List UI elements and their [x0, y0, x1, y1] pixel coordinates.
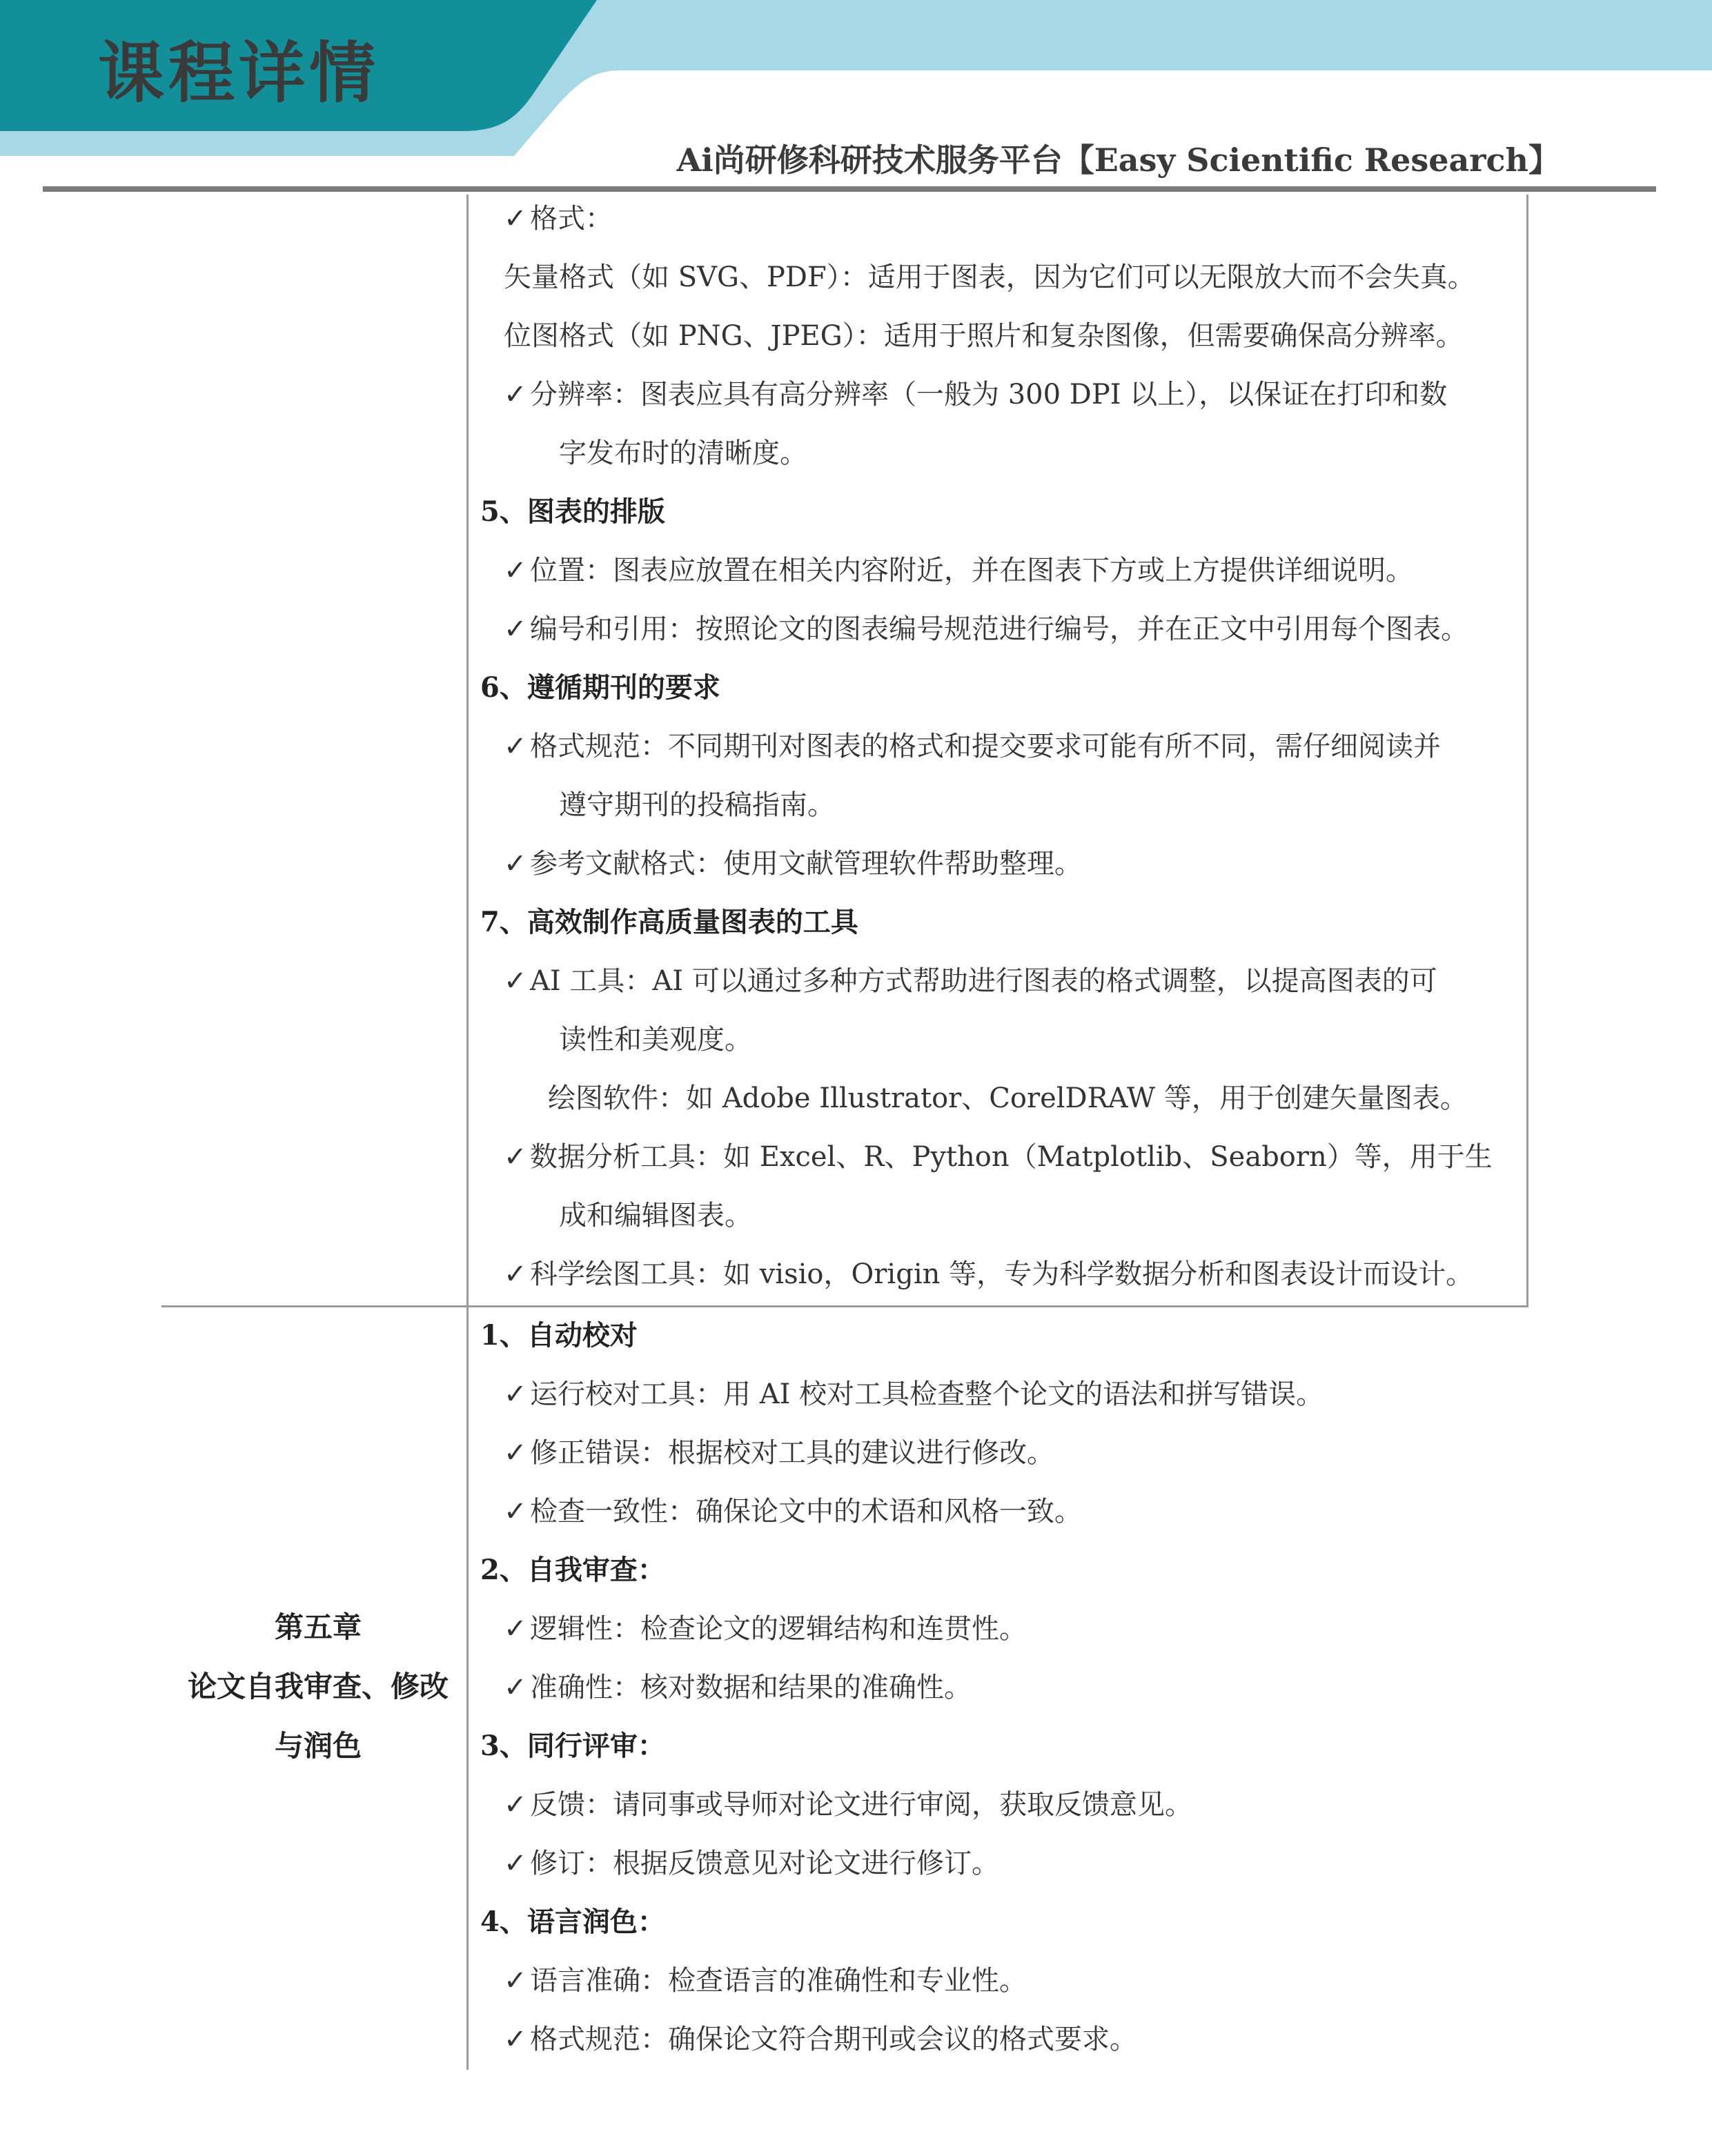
list-item-text: 6、遵循期刊的要求	[480, 671, 720, 704]
chapter-title-line2: 与润色	[274, 1729, 362, 1763]
list-item-text: 1、自动校对	[480, 1319, 638, 1352]
list-item	[504, 726, 1441, 767]
list-item	[504, 315, 1464, 357]
platform-name: Ai尚研修科研技术服务平台【Easy Scientific Research】	[676, 141, 1560, 179]
list-item-text: 修订：根据反馈意见对论文进行修订。	[530, 1848, 999, 1879]
list-item	[504, 374, 1447, 415]
table-row-divider	[161, 1305, 1528, 1307]
list-item	[504, 1136, 1493, 1178]
checkmark-icon: ✓	[504, 379, 527, 411]
list-item-text: 格式规范：确保论文符合期刊或会议的格式要求。	[530, 2024, 1137, 2055]
list-item-text: 位图格式（如 PNG、JPEG）：适用于照片和复杂图像，但需要确保高分辨率。	[504, 320, 1464, 352]
list-item-text: 矢量格式（如 SVG、PDF）：适用于图表，因为它们可以无限放大而不会失真。	[504, 261, 1475, 293]
table-right-border	[1526, 195, 1528, 1307]
list-item-text: 字发布时的清晰度。	[559, 437, 807, 469]
list-item	[504, 257, 1475, 298]
chapter-title-line1: 论文自我审查、修改	[187, 1670, 449, 1703]
list-item-text: AI 工具：AI 可以通过多种方式帮助进行图表的格式调整，以提高图表的可	[530, 965, 1437, 997]
list-item	[559, 433, 807, 474]
list-item-text: 3、同行评审：	[480, 1730, 665, 1762]
chapter-number: 第五章	[274, 1610, 362, 1644]
list-item	[504, 1374, 1324, 1415]
list-item-text: 检查一致性：确保论文中的术语和风格一致。	[530, 1496, 1082, 1527]
list-item-text: 逻辑性：检查论文的逻辑结构和连贯性。	[530, 1613, 1027, 1645]
section-heading	[480, 667, 720, 709]
list-item-text: 7、高效制作高质量图表的工具	[480, 906, 858, 938]
header-divider	[43, 186, 1656, 192]
table-column-divider	[466, 195, 469, 2070]
checkmark-icon: ✓	[504, 1789, 527, 1821]
section-heading	[480, 1725, 665, 1767]
checkmark-icon: ✓	[504, 1437, 527, 1469]
list-item-text: 绘图软件：如 Adobe Illustrator、CorelDRAW 等，用于创建矢量图表。	[548, 1082, 1468, 1114]
list-item	[504, 1960, 1027, 2001]
checkmark-icon: ✓	[504, 1848, 527, 1879]
checkmark-icon: ✓	[504, 203, 527, 235]
list-item-text: 读性和美观度。	[559, 1024, 752, 1056]
list-item	[504, 1667, 972, 1708]
list-item-text: 参考文献格式：使用文献管理软件帮助整理。	[530, 848, 1082, 880]
list-item	[504, 1843, 999, 1884]
list-item-text: 5、图表的排版	[480, 495, 665, 528]
list-item	[504, 1254, 1473, 1295]
checkmark-icon: ✓	[504, 1965, 527, 1997]
list-item	[559, 1195, 752, 1236]
checkmark-icon: ✓	[504, 848, 527, 880]
list-item-text: 分辨率：图表应具有高分辨率（一般为 300 DPI 以上），以保证在打印和数	[530, 379, 1448, 411]
checkmark-icon: ✓	[504, 965, 527, 997]
list-item-text: 编号和引用：按照论文的图表编号规范进行编号，并在正文中引用每个图表。	[530, 613, 1468, 645]
checkmark-icon: ✓	[504, 1672, 527, 1703]
checkmark-icon: ✓	[504, 1496, 527, 1527]
list-item-text: 格式规范：不同期刊对图表的格式和提交要求可能有所不同，需仔细阅读并	[530, 731, 1441, 762]
checkmark-icon: ✓	[504, 1141, 527, 1173]
section-heading	[480, 902, 858, 943]
list-item-text: 格式：	[530, 203, 613, 235]
section-heading	[480, 1901, 665, 1943]
checkmark-icon: ✓	[504, 1258, 527, 1290]
checkmark-icon: ✓	[504, 1613, 527, 1645]
list-item	[559, 1019, 752, 1060]
list-item	[504, 1784, 1192, 1826]
list-item	[504, 843, 1082, 884]
chapter-label	[163, 1598, 473, 1776]
list-item	[504, 609, 1468, 650]
list-item-text: 数据分析工具：如 Excel、R、Python（Matplotlib、Seaborn）等，用于生	[530, 1141, 1493, 1173]
checkmark-icon: ✓	[504, 555, 527, 586]
checkmark-icon: ✓	[504, 1378, 527, 1410]
list-item-text: 修正错误：根据校对工具的建议进行修改。	[530, 1437, 1054, 1469]
list-item-text: 运行校对工具：用 AI 校对工具检查整个论文的语法和拼写错误。	[530, 1378, 1324, 1410]
list-item-text: 反馈：请同事或导师对论文进行审阅，获取反馈意见。	[530, 1789, 1192, 1821]
list-item	[504, 198, 613, 239]
list-item	[504, 2019, 1137, 2060]
list-item-text: 位置：图表应放置在相关内容附近，并在图表下方或上方提供详细说明。	[530, 555, 1413, 586]
page-title: 课程详情	[98, 34, 380, 112]
list-item	[548, 1078, 1468, 1119]
list-item-text: 2、自我审查：	[480, 1554, 665, 1586]
list-item	[504, 960, 1437, 1002]
checkmark-icon: ✓	[504, 613, 527, 645]
list-item-text: 遵守期刊的投稿指南。	[559, 789, 835, 821]
section-heading	[480, 1315, 638, 1356]
section-heading	[480, 491, 665, 533]
list-item	[504, 550, 1413, 591]
list-item	[559, 784, 835, 826]
list-item-text: 科学绘图工具：如 visio，Origin 等，专为科学数据分析和图表设计而设计。	[530, 1258, 1474, 1290]
list-item	[504, 1608, 1027, 1650]
list-item-text: 4、语言润色：	[480, 1906, 665, 1938]
list-item	[504, 1432, 1054, 1474]
list-item-text: 语言准确：检查语言的准确性和专业性。	[530, 1965, 1027, 1997]
section-heading	[480, 1550, 665, 1591]
list-item	[504, 1491, 1082, 1532]
list-item-text: 成和编辑图表。	[559, 1200, 752, 1232]
list-item-text: 准确性：核对数据和结果的准确性。	[530, 1672, 972, 1703]
checkmark-icon: ✓	[504, 731, 527, 762]
checkmark-icon: ✓	[504, 2024, 527, 2055]
